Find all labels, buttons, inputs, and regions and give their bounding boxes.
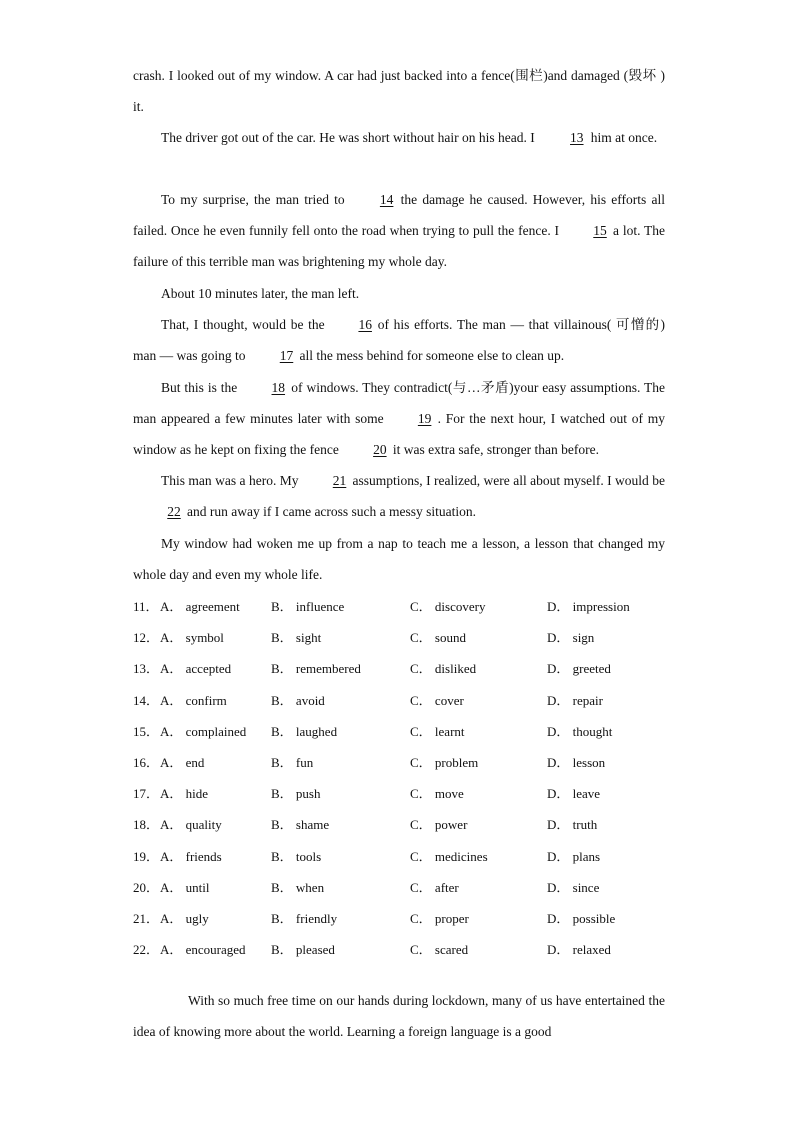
passage-paragraph-6: This man was a hero. My 21 assumptions, I realized, were all about myself. I would be22 and run away if I came across such a messy situation.	[133, 465, 665, 527]
option-c: C． discovery	[410, 599, 486, 614]
question-number: 16．	[133, 754, 160, 770]
option-c: C． move	[410, 786, 464, 802]
passage2-paragraph: With so much free time on our hands during lockdown, many of us have entertained the idea of knowing more about the world. Learning a foreign language is a good	[133, 993, 665, 1040]
blank-18: 18	[271, 380, 286, 395]
option-d: D． possible	[547, 910, 616, 926]
blank-19: 19	[417, 411, 432, 427]
option-b: B． remembered	[271, 661, 361, 677]
question-number: 11．	[133, 599, 159, 614]
question-number: 14．	[133, 692, 160, 708]
option-d: D． thought	[547, 723, 613, 739]
question-number: 19．	[133, 848, 160, 864]
option-c: C． problem	[410, 754, 479, 770]
blank-17: 17	[279, 348, 294, 364]
question-row-20	[133, 872, 673, 903]
blank-22: 22	[167, 504, 181, 520]
option-b: B． pleased	[271, 942, 335, 958]
question-row-12	[133, 622, 673, 653]
option-d: D． leave	[547, 786, 601, 802]
passage-paragraph-7: My window had woken me up from a nap to teach me a lesson, a lesson that changed my whole day and even my whole life.	[133, 536, 665, 583]
question-number: 18．	[133, 817, 160, 833]
option-d: D． repair	[547, 692, 603, 708]
option-d: D． since	[547, 879, 600, 895]
option-a: A． end	[160, 754, 205, 770]
option-b: B． push	[271, 786, 321, 802]
passage-paragraph-2: To my surprise, the man tried to 14 the damage he caused. However, his efforts all failed. Once he even funnily fell onto the road when trying to pull the fence. I 15 a lot. The failure of this terrible man was brightening my whole day.	[133, 184, 665, 278]
option-a: A． until	[160, 879, 210, 895]
question-number: 12．	[133, 630, 160, 646]
option-a: A． symbol	[160, 630, 224, 646]
option-a: A． complained	[160, 723, 247, 739]
option-c: C． cover	[410, 692, 464, 708]
option-c: C． proper	[410, 910, 469, 926]
option-a: A． agreement	[160, 599, 240, 614]
question-row-19	[133, 841, 673, 872]
option-a: A． hide	[160, 786, 209, 802]
passage-paragraph-3: About 10 minutes later, the man left.	[161, 286, 360, 301]
option-b: B． fun	[271, 754, 314, 770]
option-a: A． encouraged	[160, 942, 246, 958]
answer-options	[133, 591, 673, 965]
option-a: A． confirm	[160, 692, 227, 708]
option-d: D． sign	[547, 630, 595, 646]
passage-paragraph-1: The driver got out of the car. He was short without hair on his head. I 13 him at once.	[133, 122, 665, 153]
question-number: 15．	[133, 723, 160, 739]
question-number: 22．	[133, 942, 160, 958]
option-d: D． truth	[547, 817, 598, 833]
option-b: B． tools	[271, 848, 322, 864]
option-a: A． accepted	[160, 661, 232, 677]
option-c: C． disliked	[410, 661, 477, 677]
passage-paragraph-0: crash. I looked out of my window. A car had just backed into a fence(围栏)and damaged (毁坏 ) it.	[133, 68, 665, 115]
option-b: B． shame	[271, 817, 330, 833]
option-b: B． influence	[271, 599, 345, 614]
option-c: C． power	[410, 817, 468, 833]
question-row-15	[133, 716, 673, 747]
question-row-14	[133, 685, 673, 716]
question-number: 13．	[133, 661, 160, 677]
passage-paragraph-5: But this is the 18 of windows. They contradict(与…矛盾)your easy assumptions. The man appeared a few minutes later with some 19 . For the next hour, I watched out of my window as he kept on fixing the fence 20 it was extra safe, stronger than before.	[133, 372, 665, 466]
question-row-18	[133, 809, 673, 840]
blank-21: 21	[332, 473, 347, 488]
question-row-16	[133, 747, 673, 778]
blank-14: 14	[379, 192, 394, 207]
option-b: B． avoid	[271, 692, 325, 708]
option-a: A． quality	[160, 817, 222, 833]
option-b: B． when	[271, 879, 325, 895]
question-row-13	[133, 653, 673, 684]
option-b: B． sight	[271, 630, 322, 646]
option-c: C． learnt	[410, 723, 465, 739]
question-row-17	[133, 778, 673, 809]
option-d: D． greeted	[547, 661, 611, 677]
option-d: D． impression	[547, 599, 630, 614]
question-number: 17．	[133, 786, 160, 802]
question-number: 21．	[133, 910, 160, 926]
option-c: C． medicines	[410, 848, 488, 864]
question-number: 20．	[133, 879, 160, 895]
blank-15: 15	[593, 223, 607, 239]
option-a: A． friends	[160, 848, 222, 864]
option-c: C． scared	[410, 942, 469, 958]
question-row-11	[133, 591, 673, 622]
passage-paragraph-4: That, I thought, would be the 16 of his efforts. The man — that villainous( 可憎的) man — was going to 17 all the mess behind for someone else to clean up.	[133, 309, 665, 371]
option-c: C． sound	[410, 630, 466, 646]
option-b: B． friendly	[271, 910, 338, 926]
option-d: D． lesson	[547, 754, 606, 770]
option-a: A． ugly	[160, 910, 209, 926]
option-b: B． laughed	[271, 723, 338, 739]
blank-16: 16	[358, 317, 372, 332]
blank-13: 13	[570, 130, 584, 145]
option-d: D． relaxed	[547, 942, 611, 958]
blank-20: 20	[373, 442, 387, 458]
option-c: C． after	[410, 879, 459, 895]
option-d: D． plans	[547, 848, 601, 864]
question-row-21	[133, 903, 673, 934]
question-row-22	[133, 934, 673, 965]
